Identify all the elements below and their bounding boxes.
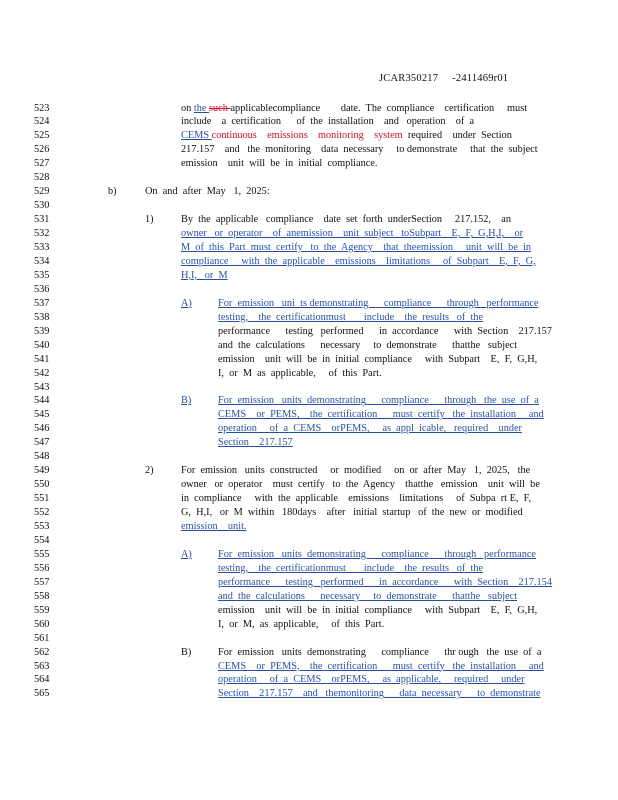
- inserted-text: For emission units demonstrating compliance through the use of a: [218, 395, 539, 407]
- line-number: 561: [34, 632, 50, 644]
- text-line: [0, 102, 618, 116]
- text-line: [0, 185, 618, 199]
- text-segment: and the calculations necessary to demonstrate thatthe subject: [218, 339, 518, 351]
- line-text: [181, 492, 531, 506]
- inserted-text: CEMS or PEMS, the certification must certify the installation and: [218, 409, 544, 421]
- line-text: [181, 269, 228, 283]
- line-number: 548: [34, 451, 50, 463]
- line-number: 536: [34, 283, 50, 295]
- line-text: [218, 436, 293, 450]
- line-text: [218, 562, 483, 576]
- text-line: [0, 157, 618, 171]
- line-number: 541: [34, 353, 50, 365]
- inserted-text: testing, the certificationmust include the results of the: [218, 311, 484, 323]
- text-line: [0, 450, 618, 464]
- text-line: [0, 311, 618, 325]
- text-line: [0, 534, 618, 548]
- text-line: [0, 660, 618, 674]
- line-number: 525: [34, 130, 50, 142]
- line-number: 563: [34, 660, 50, 672]
- line-text: [218, 394, 539, 408]
- line-number: 531: [34, 214, 50, 226]
- line-number: 540: [34, 339, 50, 351]
- line-number: 556: [34, 562, 50, 574]
- inserted-text: operation of a CEMS orPEMS, as applicable, required under: [218, 674, 525, 686]
- text-line: [0, 590, 618, 604]
- line-text: [181, 241, 531, 255]
- line-number: 537: [34, 297, 50, 309]
- text-line: [0, 227, 618, 241]
- inserted-text: For emission units demonstrating compliance through performance: [218, 548, 536, 560]
- line-text: [218, 660, 544, 674]
- text-segment: performance testing performed in accordance with Section 217.157: [218, 325, 552, 337]
- text-line: [0, 353, 618, 367]
- inserted-text: operation of a CEMS orPEMS, as appl icable, required under: [218, 423, 522, 435]
- line-number: 559: [34, 604, 50, 616]
- inserted-text: CEMS or PEMS, the certification must certify the installation and: [218, 660, 544, 672]
- doc-id: JCAR350217: [379, 73, 439, 84]
- line-text: [218, 339, 517, 353]
- text-line: [0, 506, 618, 520]
- line-text: [218, 325, 552, 339]
- text-line: [0, 673, 618, 687]
- text-segment: emission unit will be in initial compliance.: [181, 158, 378, 170]
- line-number: 565: [34, 688, 50, 700]
- inserted-text: For emission uni ts demonstrating compliance through performance: [218, 297, 539, 309]
- line-text: [218, 311, 483, 325]
- line-text: [218, 297, 539, 311]
- line-number: 535: [34, 269, 50, 281]
- text-line: [0, 241, 618, 255]
- line-number: 523: [34, 102, 50, 114]
- inserted-text: testing, the certificationmust include the results of the: [218, 562, 484, 574]
- line-number: 546: [34, 423, 50, 435]
- text-line: [0, 422, 618, 436]
- text-segment: include a certification of the installation and operation of a: [181, 116, 475, 128]
- inserted-text: the: [193, 102, 210, 114]
- line-text: [218, 422, 522, 436]
- line-number: 551: [34, 493, 50, 505]
- text-line: [0, 464, 618, 478]
- text-line: [0, 646, 618, 660]
- line-text: [218, 367, 382, 381]
- line-text: [218, 590, 517, 604]
- line-number: 545: [34, 409, 50, 421]
- text-line: [0, 213, 618, 227]
- line-text: [181, 478, 540, 492]
- line-text: [181, 143, 538, 157]
- text-line: [0, 143, 618, 157]
- inserted-text: performance testing performed in accordance with Section 217.154: [218, 576, 552, 588]
- inserted-text: owner or operator of anemission unit subject toSubpart E, F, G,H,I, or: [181, 228, 524, 240]
- inserted-text: emission unit.: [181, 521, 247, 532]
- line-text: [218, 673, 525, 687]
- text-line: [0, 687, 618, 701]
- line-number: 555: [34, 548, 50, 560]
- subsection-label: A): [181, 548, 192, 560]
- text-segment: on: [181, 102, 194, 114]
- text-line: [0, 492, 618, 506]
- text-line: [0, 129, 618, 143]
- line-number: 543: [34, 381, 50, 393]
- line-number: 547: [34, 437, 50, 449]
- doc-version: -2411469r01: [452, 73, 509, 84]
- line-text: [218, 646, 541, 660]
- line-number: 562: [34, 646, 50, 658]
- inserted-text: CEMS: [181, 130, 212, 142]
- line-text: [181, 129, 512, 143]
- text-line: [0, 255, 618, 269]
- text-segment: applicablecompliance date. The compliance certification must: [230, 102, 528, 114]
- text-line: [0, 283, 618, 297]
- line-number: 539: [34, 325, 50, 337]
- line-text: [218, 353, 537, 367]
- inserted-text: H,I, or M: [181, 269, 228, 281]
- text-line: [0, 394, 618, 408]
- text-line: [0, 325, 618, 339]
- inserted-text: Section 217.157: [218, 437, 293, 449]
- text-line: [0, 199, 618, 213]
- line-text: [181, 506, 523, 520]
- line-number: 553: [34, 521, 50, 532]
- deleted-text: such: [209, 102, 231, 114]
- text-line: [0, 604, 618, 618]
- subsection-label: 1): [145, 214, 154, 226]
- line-text: [181, 464, 530, 478]
- line-number: 528: [34, 172, 50, 184]
- subsection-label: A): [181, 297, 192, 309]
- line-number: 558: [34, 590, 50, 602]
- line-number: 538: [34, 311, 50, 323]
- text-segment: G, H,I, or M within 180days after initial startup of the new or modified: [181, 507, 523, 519]
- text-line: [0, 381, 618, 395]
- text-segment: For emission units constructed or modified on or after May 1, 2025, the: [181, 465, 531, 477]
- line-text: [181, 227, 523, 241]
- line-number: 532: [34, 228, 50, 240]
- line-number: 552: [34, 507, 50, 519]
- subsection-label: B): [181, 646, 192, 658]
- line-text: [218, 408, 544, 422]
- line-text: [218, 618, 384, 632]
- inserted-text: M of this Part must certify to the Agency that theemission unit will be in: [181, 242, 532, 253]
- text-segment: By the applicable compliance date set forth underSection 217.152, an: [181, 214, 511, 226]
- line-number: 542: [34, 367, 50, 379]
- text-line: [0, 618, 618, 632]
- text-segment: required under Section: [402, 130, 512, 142]
- text-line: [0, 478, 618, 492]
- subsection-label: B): [181, 395, 192, 407]
- text-segment: I, or M, as applicable, of this Part.: [218, 618, 385, 630]
- line-number: 527: [34, 158, 50, 170]
- text-line: [0, 408, 618, 422]
- text-line: [0, 562, 618, 576]
- text-segment: in compliance with the applicable emissions limitations of Subpa rt E, F,: [181, 493, 532, 505]
- line-text: [181, 115, 474, 129]
- line-number: 554: [34, 534, 50, 546]
- document-header: [379, 73, 508, 84]
- text-segment: emission unit will be in initial compliance with Subpart E, F, G,H,: [218, 353, 538, 365]
- inserted-text: compliance with the applicable emissions limitations of Subpart E, F, G,: [181, 255, 536, 267]
- line-number: 534: [34, 255, 50, 267]
- text-line: [0, 576, 618, 590]
- line-text: [218, 548, 536, 562]
- line-text: [218, 687, 541, 701]
- text-segment: For emission units demonstrating compliance thr ough the use of a: [218, 646, 542, 658]
- subsection-label: 2): [145, 465, 154, 477]
- line-text: [218, 604, 537, 618]
- text-line: [0, 171, 618, 185]
- line-number: 530: [34, 200, 50, 212]
- line-number: 557: [34, 576, 50, 588]
- text-segment: On and after May 1, 2025:: [145, 186, 270, 198]
- text-line: [0, 632, 618, 646]
- line-text: [181, 157, 377, 171]
- line-number: 550: [34, 479, 50, 491]
- text-line: [0, 436, 618, 450]
- line-number: 549: [34, 465, 50, 477]
- text-line: [0, 297, 618, 311]
- line-number: 560: [34, 618, 50, 630]
- text-line: [0, 115, 618, 129]
- subsection-label: b): [108, 186, 117, 198]
- line-text: [181, 520, 247, 534]
- text-line: [0, 339, 618, 353]
- text-segment: owner or operator must certify to the Agency thatthe emission unit will be: [181, 479, 540, 491]
- text-line: [0, 548, 618, 562]
- text-line: [0, 367, 618, 381]
- inserted-text: and the calculations necessary to demonstrate thatthe subject: [218, 590, 518, 602]
- inserted-text: Section 217.157 and themonitoring data necessary to demonstrate: [218, 688, 541, 700]
- line-number: 524: [34, 116, 50, 128]
- line-text: [181, 102, 527, 116]
- text-segment: 217.157 and the monitoring data necessary to demonstrate that the subject: [181, 144, 538, 156]
- line-text: [218, 576, 552, 590]
- line-number: 564: [34, 674, 50, 686]
- line-number: 526: [34, 144, 50, 156]
- line-text: [181, 213, 511, 227]
- inserted-text: continuous emissions monitoring system: [211, 130, 403, 142]
- line-number: 533: [34, 242, 50, 253]
- text-line: [0, 269, 618, 283]
- line-text: [145, 185, 270, 199]
- line-number: 544: [34, 395, 50, 407]
- text-segment: emission unit will be in initial compliance with Subpart E, F, G,H,: [218, 604, 538, 616]
- text-segment: I, or M as applicable, of this Part.: [218, 367, 382, 379]
- line-number: 529: [34, 186, 50, 198]
- line-text: [181, 255, 536, 269]
- text-line: [0, 520, 618, 534]
